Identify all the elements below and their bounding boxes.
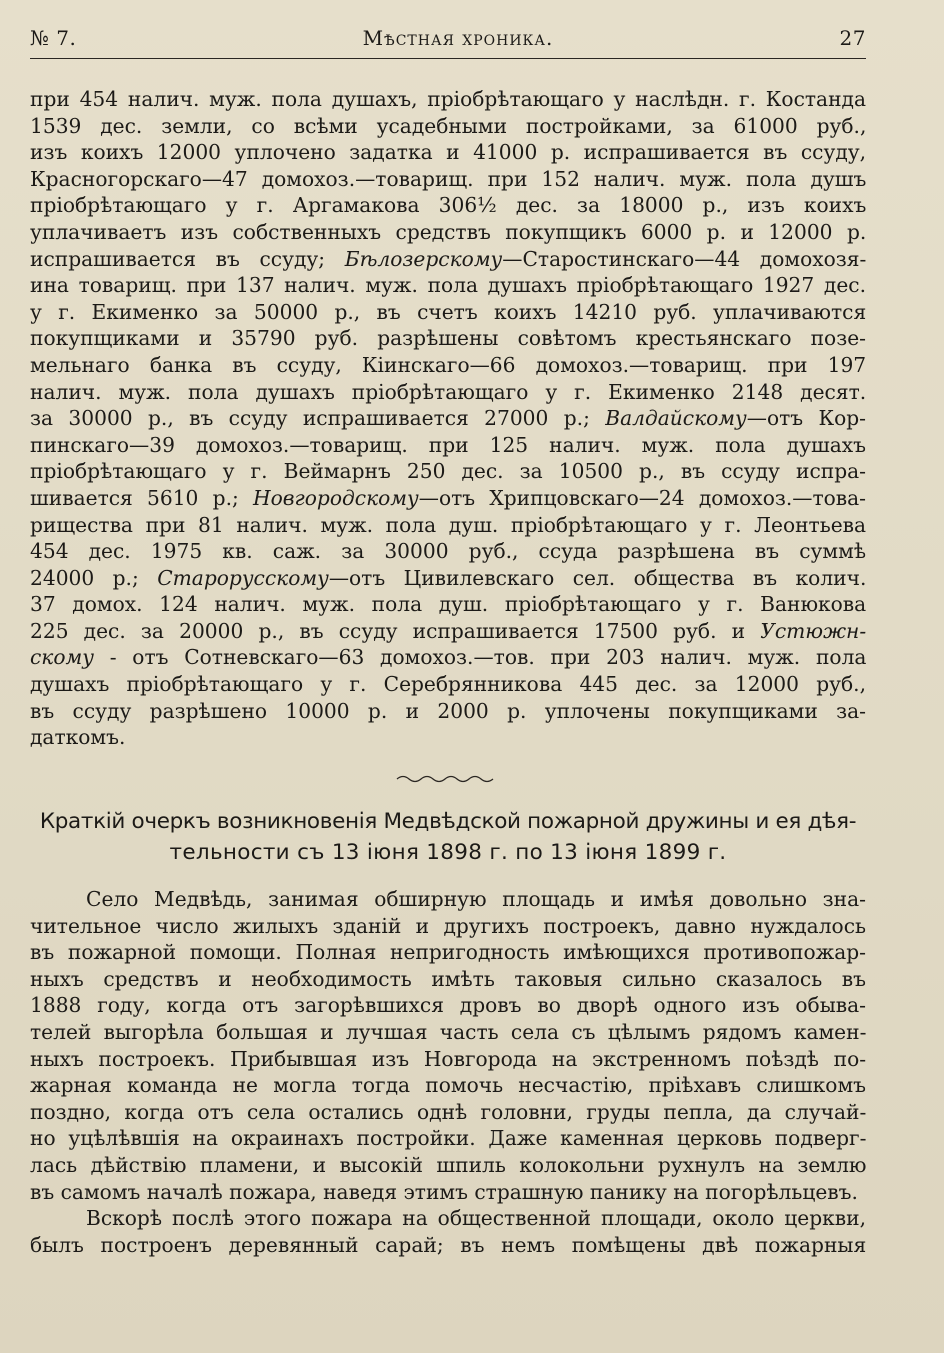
text-line: былъ построенъ деревянный сарай; въ немъ помѣщены двѣ пожарныя (30, 1232, 866, 1257)
district-name: Бѣлозерскому (344, 246, 503, 271)
header-rule (30, 58, 866, 59)
heading-line: тельности съ 13 іюня 1898 г. по 13 іюня 1899 г. (169, 840, 727, 865)
text-line: при 454 налич. муж. пола душахъ, пріобрѣтающаго у наслѣдн. г. Костанда (30, 87, 866, 111)
text-line: поздно, когда отъ села остались однѣ головни, груды пепла, да случай- (30, 1099, 866, 1124)
page-number: 27 (839, 26, 866, 50)
text-line: изъ коихъ 12000 уплочено задатка и 41000 р. испрашивается въ ссуду, (30, 140, 866, 165)
text-line: шивается 5610 р.; Новгородскому—отъ Хрипцовскаго—24 домохоз.—това- (30, 485, 866, 510)
text-line: чительное число жилыхъ зданій и другихъ построекъ, давно нуждалось (30, 913, 866, 938)
running-header (30, 26, 866, 56)
text-line: Красногорскаго—47 домохоз.—товарищ. при 152 налич. муж. пола душъ (30, 166, 866, 191)
text-line: испрашивается въ ссуду; Бѣлозерскому—Старостинскаго—44 домохозя- (30, 246, 866, 271)
heading-line: Краткій очеркъ возникновенія Медвѣдской пожарной дружины и ея дѣя- (39, 809, 857, 834)
text-line: ина товарищ. при 137 налич. муж. пола душахъ пріобрѣтающаго 1927 дес. (30, 273, 866, 298)
text-line: лась дѣйствію пламени, и высокій шпиль колокольни рухнулъ на землю (30, 1152, 866, 1177)
section-divider (395, 772, 495, 786)
text-line: душахъ пріобрѣтающаго у г. Серебрянникова 445 дес. за 12000 руб., (30, 672, 866, 697)
chronicle-paragraph (30, 86, 866, 751)
district-name: Валдайскому (605, 406, 747, 431)
text-line: покупщиками и 35790 руб. разрѣшены совѣтомъ крестьянскаго позе- (30, 326, 866, 351)
text-line: 225 дес. за 20000 р., въ ссуду испрашивается 17500 руб. и Устюжн- (30, 618, 866, 643)
text-line: скому - отъ Сотневскаго—63 домохоз.—тов. при 203 налич. муж. пола (30, 645, 866, 670)
text-line: даткомъ. (30, 725, 126, 750)
text-line: Вскорѣ послѣ этого пожара на общественной площади, около церкви, (86, 1206, 866, 1231)
district-name: Старорусскому (157, 565, 329, 590)
district-name: Новгородскому (253, 485, 419, 510)
article-heading (30, 806, 866, 868)
text-line: рищества при 81 налич. муж. пола душ. пріобрѣтающаго у г. Леонтьева (30, 512, 866, 537)
text-line: 1888 году, когда отъ загорѣвшихся дровъ во дворѣ одного изъ обыва- (30, 993, 866, 1018)
text-line: ныхъ средствъ и необходимость имѣть таковыя сильно сказалось въ (30, 966, 866, 991)
text-line: у г. Екименко за 50000 р., въ счетъ коихъ 14210 руб. уплачиваются (30, 299, 866, 324)
text-line: пинскаго—39 домохоз.—товарищ. при 125 налич. муж. пола душахъ (30, 432, 866, 457)
text-line: налич. муж. пола душахъ пріобрѣтающаго у г. Екименко 2148 десят. (30, 379, 866, 404)
text-line: но уцѣлѣвшія на окраинахъ постройки. Даже каменная церковь подверг- (30, 1126, 866, 1151)
text-line: телей выгорѣла большая и лучшая часть села съ цѣлымъ рядомъ камен- (30, 1019, 866, 1044)
text-line: 37 домох. 124 налич. муж. пола душ. пріобрѣтающаго у г. Ванюкова (30, 592, 866, 617)
article-paragraph (30, 886, 866, 1258)
text-line: мельнаго банка въ ссуду, Кіинскаго—66 домохоз.—товарищ. при 197 (30, 352, 866, 377)
issue-number: № 7. (30, 26, 77, 50)
text-line: 454 дес. 1975 кв. саж. за 30000 руб., ссуда разрѣшена въ суммѣ (30, 539, 866, 564)
text-line: пріобрѣтающаго у г. Аргамакова 306½ дес. за 18000 р., изъ коихъ (30, 193, 866, 218)
district-name: Устюжн- (760, 618, 866, 643)
text-line: ныхъ построекъ. Прибывшая изъ Новгорода на экстренномъ поѣздѣ по- (30, 1046, 866, 1071)
text-line: 24000 р.; Старорусскому—отъ Цивилевскаго сел. общества въ колич. (30, 565, 866, 590)
text-line: за 30000 р., въ ссуду испрашивается 27000 р.; Валдайскому—отъ Кор- (30, 406, 866, 431)
text-line: 1539 дес. земли, со всѣми усадебными постройками, за 61000 руб., (30, 113, 866, 138)
text-line: жарная команда не могла тогда помочь несчастію, пріѣхавъ слишкомъ (30, 1073, 866, 1098)
district-name: скому (30, 645, 94, 670)
section-title: Мѣстная хроника. (362, 26, 554, 50)
text-line: въ ссуду разрѣшено 10000 р. и 2000 р. уплочены покупщиками за- (30, 698, 866, 723)
text-line: въ пожарной помощи. Полная непригодность имѣющихся противопожар- (30, 940, 866, 965)
text-line: уплачиваетъ изъ собственныхъ средствъ покупщикъ 6000 р. и 12000 р. (30, 219, 866, 244)
text-line: въ самомъ началѣ пожара, наведя этимъ страшную панику на погорѣльцевъ. (30, 1179, 858, 1204)
text-line: Село Медвѣдь, занимая обширную площадь и имѣя довольно зна- (86, 887, 866, 911)
text-line: пріобрѣтающаго у г. Веймарнъ 250 дес. за 10500 р., въ ссуду испра- (30, 459, 866, 484)
